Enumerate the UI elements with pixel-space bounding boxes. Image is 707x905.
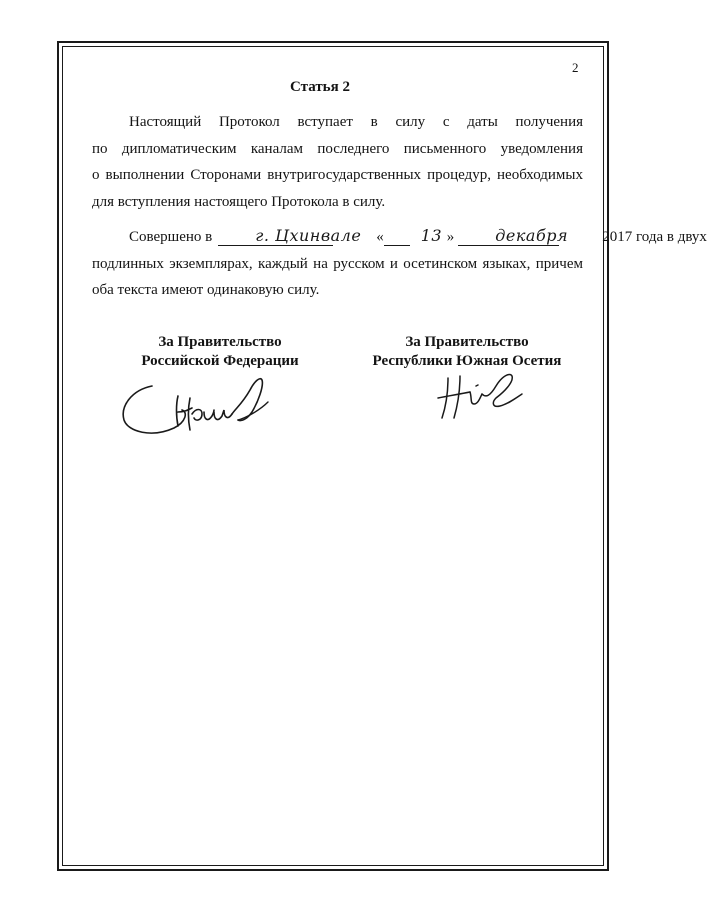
handwritten-place: г. Цхинвале [218,227,333,246]
signatory-south-ossetia-line1: За Правительство [405,334,529,350]
done-at-line [92,224,707,251]
signatory-russia-line2: Российской Федерации [141,353,299,369]
signatory-south-ossetia [352,333,582,371]
quote-close: » [446,229,455,245]
article-title: Статья 2 [290,79,350,95]
signature-russia [112,368,277,448]
paragraph1-line4: для вступления настоящего Протокола в силу. [92,193,386,210]
handwritten-month: декабря [458,227,559,246]
page-number: 2 [572,60,579,75]
signature-south-ossetia [430,368,530,426]
paragraph1-line1: Настоящий Протокол вступает в силу с даты получения [129,114,583,130]
paragraph2-line2: подлинных экземплярах, каждый на русском и осетинском языках, причем [92,255,583,272]
paragraph2-line3: оба текста имеют одинаковую силу. [92,282,320,298]
year-suffix: 2017 года в двух [602,229,707,245]
signatory-russia [110,333,330,371]
paragraph1-line2: по дипломатическим каналам последнего письменного уведомления [92,140,583,157]
paragraph-entry-into-force [92,109,583,215]
paragraph1-line3: о выполнении Сторонами внутригосударственных процедур, необходимых [92,167,583,183]
signatory-south-ossetia-line2: Республики Южная Осетия [372,353,562,369]
quote-open: « [376,229,384,245]
paragraph-done-at [92,224,707,304]
done-at-prefix: Совершено в [129,229,213,245]
signatory-russia-line1: За Правительство [158,334,282,350]
handwritten-day: 13 [384,227,410,246]
